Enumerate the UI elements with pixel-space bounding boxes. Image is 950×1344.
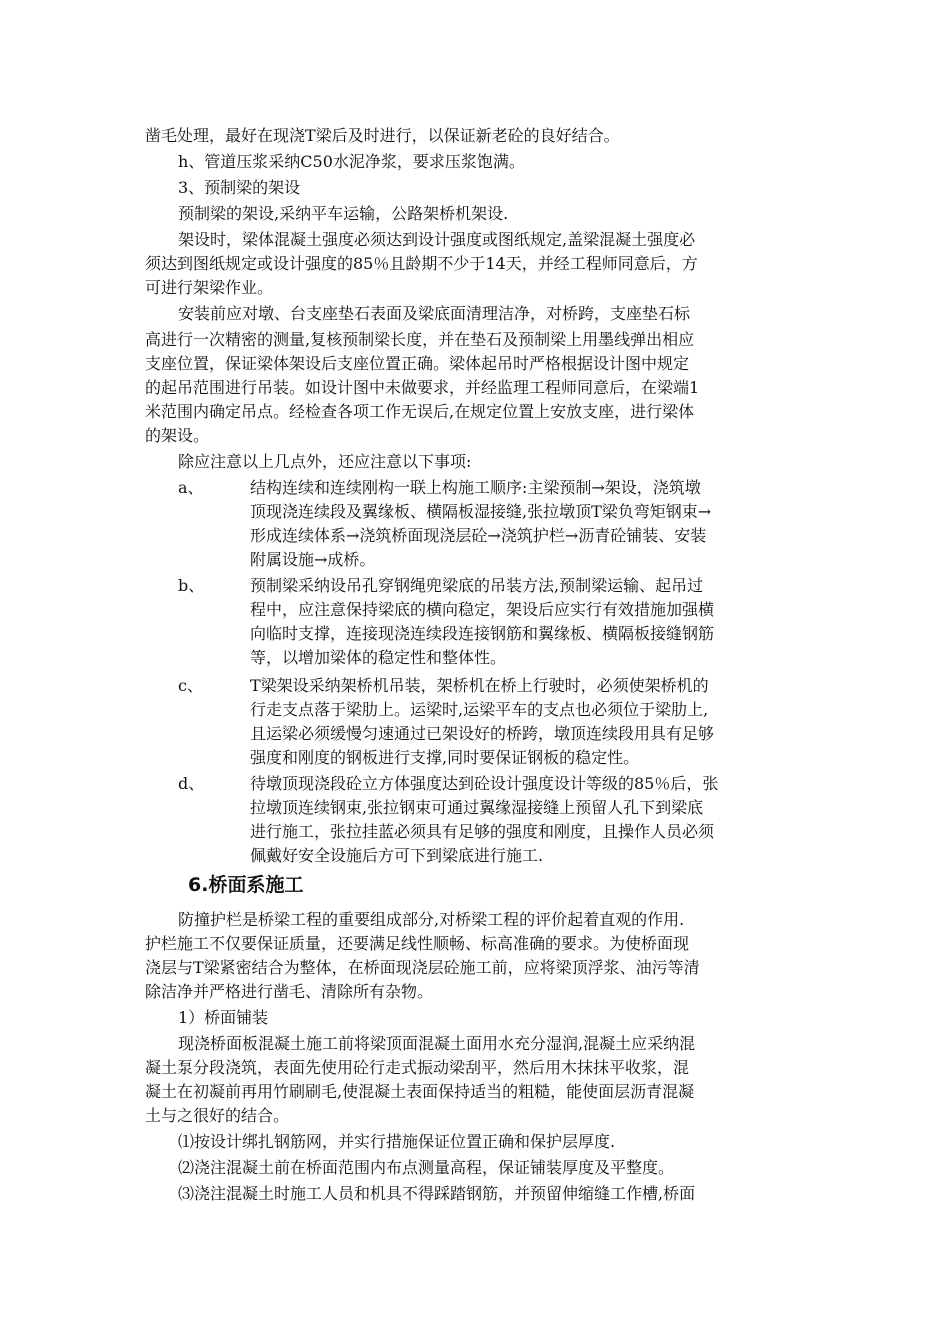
list-item-line: T梁架设采纳架桥机吊装，架桥机在桥上行驶时，必须使架桥机的: [250, 676, 709, 695]
paragraph-line: 的起吊范围进行吊装。如设计图中未做要求，并经监理工程师同意后，在梁端1: [145, 378, 700, 397]
list-item-line: 等，以增加梁体的稳定性和整体性。: [250, 648, 507, 667]
paragraph-line: 防撞护栏是桥梁工程的重要组成部分,对桥梁工程的评价起着直观的作用.: [178, 910, 685, 929]
list-item-line: 附属设施→成桥。: [250, 550, 376, 569]
paragraph-line: 现浇桥面板混凝土施工前将梁顶面混凝土面用水充分湿润,混凝土应采纳混: [178, 1034, 696, 1053]
subsection-title: 3、预制梁的架设: [178, 178, 301, 197]
paragraph-line: 可进行架梁作业。: [145, 278, 274, 297]
section-heading: 6.桥面系施工: [188, 874, 304, 896]
list-item-label: c、: [178, 676, 203, 695]
paragraph-line: 须达到图纸规定或设计强度的85％且龄期不少于14天，并经工程师同意后，方: [145, 254, 698, 273]
paragraph-line: ⑴按设计绑扎钢筋网，并实行措施保证位置正确和保护层厚度.: [178, 1132, 616, 1151]
paragraph-line: 支座位置，保证梁体架设后支座位置正确。梁体起吊时严格根据设计图中规定: [145, 354, 690, 373]
list-item-line: 强度和刚度的钢板进行支撑,同时要保证钢板的稳定性。: [250, 748, 640, 767]
paragraph-line: 的架设。: [145, 426, 210, 445]
paragraph-line: ⑵浇注混凝土前在桥面范围内布点测量高程，保证铺装厚度及平整度。: [178, 1158, 675, 1177]
paragraph-line: 米范围内确定吊点。经检查各项工作无误后,在规定位置上安放支座，进行梁体: [145, 402, 695, 421]
list-item-line: 待墩顶现浇段砼立方体强度达到砼设计强度设计等级的85％后，张: [250, 774, 719, 793]
paragraph-line: 护栏施工不仅要保证质量，还要满足线性顺畅、标高准确的要求。为使桥面现: [145, 934, 690, 953]
paragraph-line: 除应注意以上几点外，还应注意以下事项:: [178, 452, 472, 471]
paragraph-line: h、管道压浆采纳C50水泥净浆，要求压浆饱满。: [178, 152, 525, 171]
paragraph-line: 除洁净并严格进行凿毛、清除所有杂物。: [145, 982, 434, 1001]
list-item-line: 进行施工，张拉挂蓝必须具有足够的强度和刚度，且操作人员必须: [250, 822, 715, 841]
list-item-line: 顶现浇连续段及翼缘板、横隔板湿接缝,张拉墩顶T梁负弯矩钢束→: [250, 502, 712, 521]
paragraph-line: 凿毛处理，最好在现浇T梁后及时进行，以保证新老砼的良好结合。: [145, 126, 620, 145]
list-item-label: b、: [178, 576, 205, 595]
paragraph-line: 凝土泵分段浇筑，表面先使用砼行走式振动梁刮平，然后用木抹抹平收浆，混: [145, 1058, 690, 1077]
paragraph-line: 浇层与T梁紧密结合为整体，在桥面现浇层砼施工前，应将梁顶浮浆、油污等清: [145, 958, 700, 977]
list-item-line: 预制梁采纳设吊孔穿钢绳兜梁底的吊装方法,预制梁运输、起吊过: [250, 576, 704, 595]
list-item-line: 结构连续和连续刚构一联上构施工顺序:主梁预制→架设，浇筑墩: [250, 478, 701, 497]
paragraph-line: 土与之很好的结合。: [145, 1106, 290, 1125]
list-item-line: 向临时支撑，连接现浇连续段连接钢筋和翼缘板、横隔板接缝钢筋: [250, 624, 715, 643]
list-item-label: d、: [178, 774, 205, 793]
subsection-title: 1）桥面铺装: [178, 1008, 269, 1027]
list-item-line: 形成连续体系→浇筑桥面现浇层砼→浇筑护栏→沥青砼铺装、安装: [250, 526, 707, 545]
paragraph-line: 高进行一次精密的测量,复核预制梁长度，并在垫石及预制梁上用墨线弹出相应: [145, 330, 695, 349]
paragraph-line: 预制梁的架设,采纳平车运输，公路架桥机架设.: [178, 204, 509, 223]
list-item-line: 行走支点落于梁肋上。运梁时,运梁平车的支点也必须位于梁肋上,: [250, 700, 709, 719]
paragraph-line: 架设时，梁体混凝土强度必须达到设计强度或图纸规定,盖梁混凝土强度必: [178, 230, 696, 249]
list-item-line: 拉墩顶连续钢束,张拉钢束可通过翼缘湿接缝上预留人孔下到梁底: [250, 798, 704, 817]
list-item-line: 佩戴好安全设施后方可下到梁底进行施工.: [250, 846, 544, 865]
list-item-line: 且运梁必须缓慢匀速通过已架设好的桥跨，墩顶连续段用具有足够: [250, 724, 715, 743]
paragraph-line: 凝土在初凝前再用竹刷刷毛,使混凝土表面保持适当的粗糙，能使面层沥青混凝: [145, 1082, 695, 1101]
list-item-line: 程中，应注意保持梁底的横向稳定，架设后应实行有效措施加强横: [250, 600, 715, 619]
list-item-label: a、: [178, 478, 204, 497]
paragraph-line: 安装前应对墩、台支座垫石表面及梁底面清理洁净，对桥跨，支座垫石标: [178, 304, 691, 323]
paragraph-line: ⑶浇注混凝土时施工人员和机具不得踩踏钢筋，并预留伸缩缝工作槽,桥面: [178, 1184, 696, 1203]
